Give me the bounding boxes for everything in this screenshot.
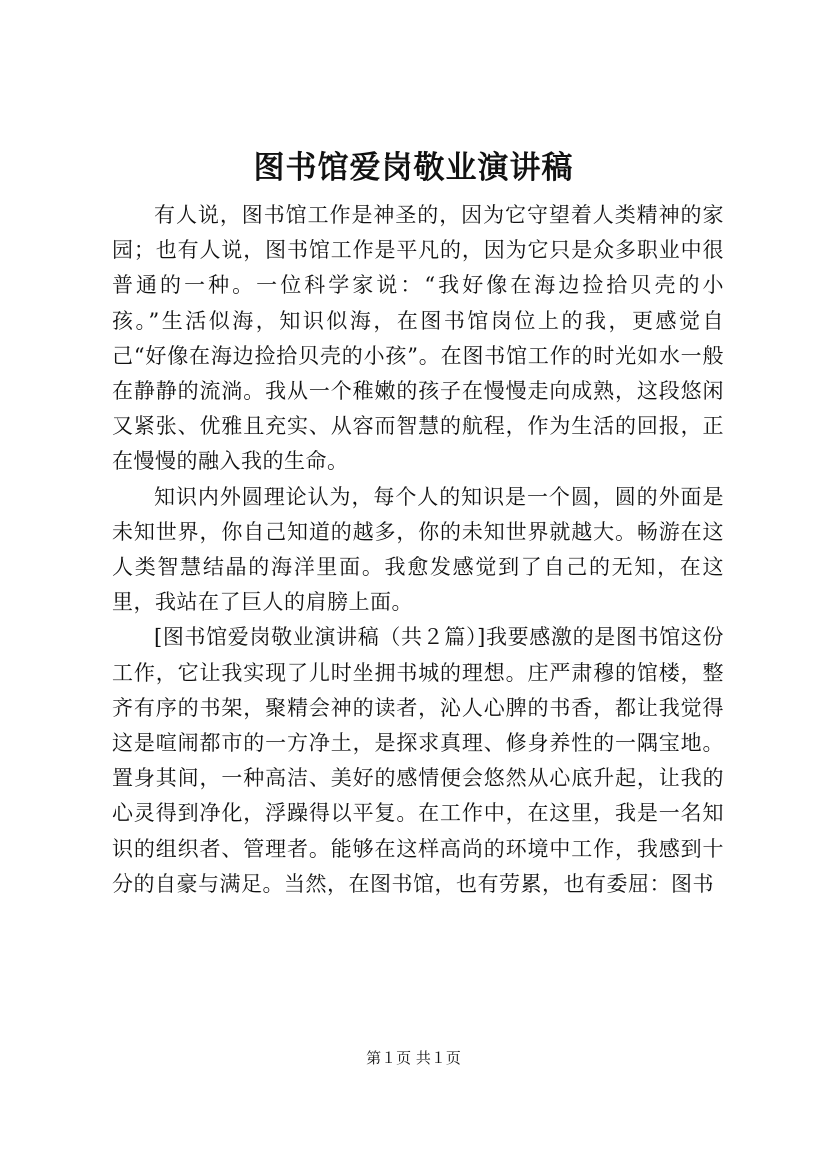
paragraph-3: [图书馆爱岗敬业演讲稿（共２篇）]我要感激的是图书馆这份工作，它让我实现了儿时坐拥书城的理想。庄严肃穆的馆楼，整齐有序的书架，聚精会神的读者，沁人心脾的书香，都让我觉得这是喧闹都市的一方净土，是探求真理、修身养性的一隅宝地。置身其间，一种高洁、美好的感情便会悠然从心底升起，让我的心灵得到净化，浮躁得以平复。在工作中，在这里，我是一名知识的组织者、管理者。能够在这样高尚的环境中工作，我感到十分的自豪与满足。当然，在图书馆，也有劳累，也有委屈：图书 xyxy=(112,625,724,896)
page-footer: 第１页 共１页 xyxy=(366,1049,461,1067)
document-body xyxy=(112,198,724,902)
paragraph-1: 有人说，图书馆工作是神圣的，因为它守望着人类精神的家园；也有人说，图书馆工作是平凡的，因为它只是众多职业中很普通的一种。一位科学家说：“我好像在海边捡拾贝壳的小孩。”生活似海，知识似海，在图书馆岗位上的我，更感觉自己“好像在海边捡拾贝壳的小孩”。在图书馆工作的时光如水一般在静静的流淌。我从一个稚嫩的孩子在慢慢走向成熟，这段悠闲又紧张、优雅且充实、从容而智慧的航程，作为生活的回报，正在慢慢的融入我的生命。 xyxy=(112,203,724,474)
paragraph-2: 知识内外圆理论认为，每个人的知识是一个圆，圆的外面是未知世界，你自己知道的越多，你的未知世界就越大。畅游在这人类智慧结晶的海洋里面。我愈发感觉到了自己的无知，在这里，我站在了巨人的肩膀上面。 xyxy=(112,484,724,615)
document-title: 图书馆爱岗敬业演讲稿 xyxy=(253,150,574,186)
